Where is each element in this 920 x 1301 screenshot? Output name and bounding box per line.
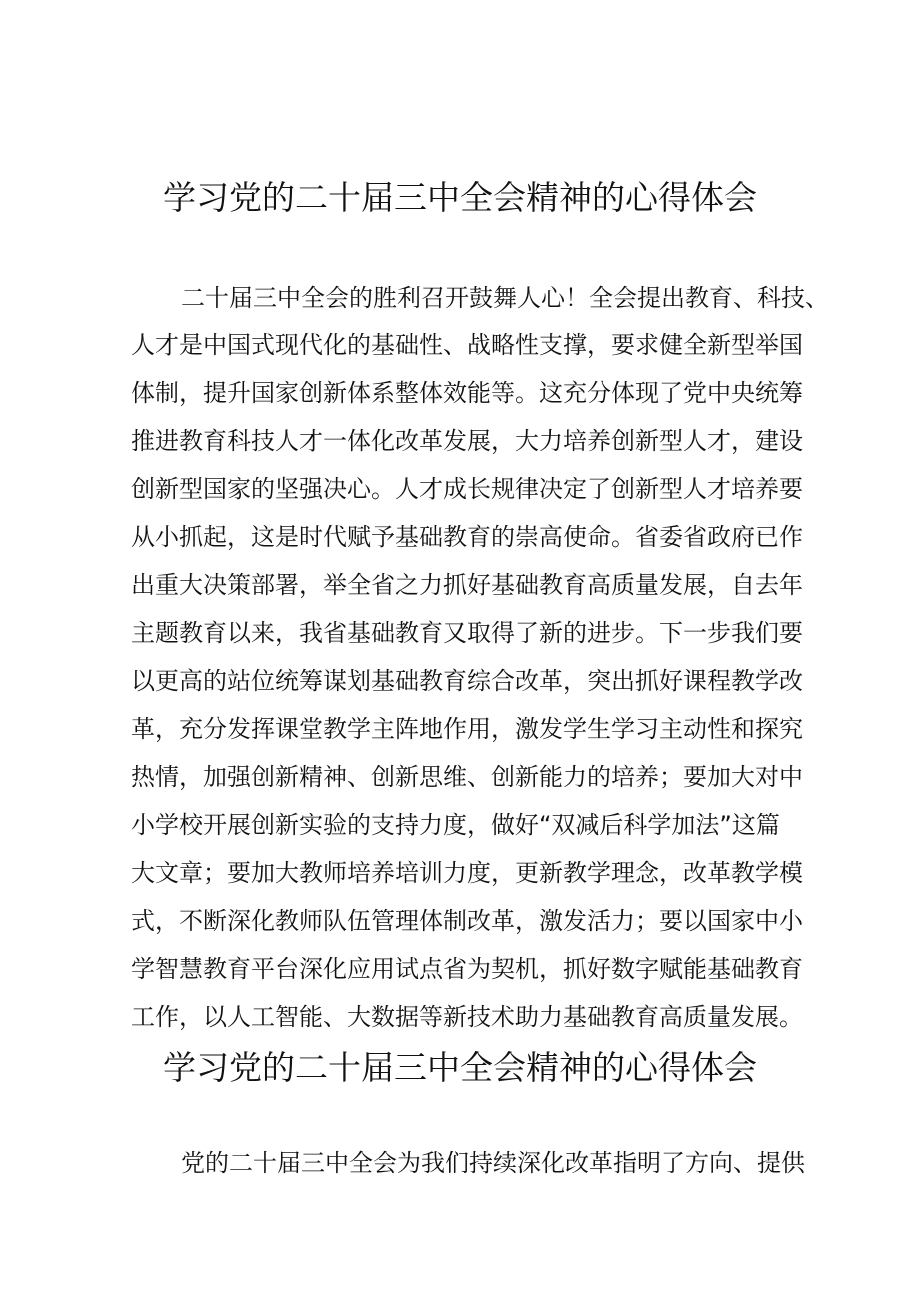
paragraph-line: 学智慧教育平台深化应用试点省为契机，抓好数字赋能基础教育 xyxy=(131,955,803,983)
paragraph-line: 主题教育以来，我省基础教育又取得了新的进步。下一步我们要 xyxy=(131,619,803,647)
paragraph-line: 小学校开展创新实验的支持力度，做好“双减后科学加法”这篇 xyxy=(131,811,780,839)
article-title: 学习党的二十届三中全会精神的心得体会 xyxy=(163,1048,757,1087)
paragraph-line: 体制，提升国家创新体系整体效能等。这充分体现了党中央统筹 xyxy=(131,379,803,407)
paragraph-line: 二十届三中全会的胜利召开鼓舞人心！全会提出教育、科技、 xyxy=(181,284,829,312)
paragraph-line: 革，充分发挥课堂教学主阵地作用，激发学生学习主动性和探究 xyxy=(131,715,803,743)
paragraph-line: 创新型国家的坚强决心。人才成长规律决定了创新型人才培养要 xyxy=(131,475,803,503)
paragraph-line: 出重大决策部署，举全省之力抓好基础教育高质量发展，自去年 xyxy=(131,571,803,599)
paragraph-line: 人才是中国式现代化的基础性、战略性支撑，要求健全新型举国 xyxy=(131,331,803,359)
paragraph-line: 以更高的站位统筹谋划基础教育综合改革，突出抓好课程教学改 xyxy=(131,667,803,695)
paragraph-line: 党的二十届三中全会为我们持续深化改革指明了方向、提供 xyxy=(181,1149,805,1177)
paragraph-line: 工作，以人工智能、大数据等新技术助力基础教育高质量发展。 xyxy=(131,1003,803,1031)
paragraph-line: 大文章；要加大教师培养培训力度，更新教学理念，改革教学模 xyxy=(131,859,803,887)
article-title: 学习党的二十届三中全会精神的心得体会 xyxy=(163,178,757,217)
paragraph-line: 热情，加强创新精神、创新思维、创新能力的培养；要加大对中 xyxy=(131,763,803,791)
paragraph-line: 式，不断深化教师队伍管理体制改革，激发活力；要以国家中小 xyxy=(131,907,803,935)
paragraph-line: 推进教育科技人才一体化改革发展，大力培养创新型人才，建设 xyxy=(131,427,803,455)
paragraph-line: 从小抓起，这是时代赋予基础教育的崇高使命。省委省政府已作 xyxy=(131,523,803,551)
